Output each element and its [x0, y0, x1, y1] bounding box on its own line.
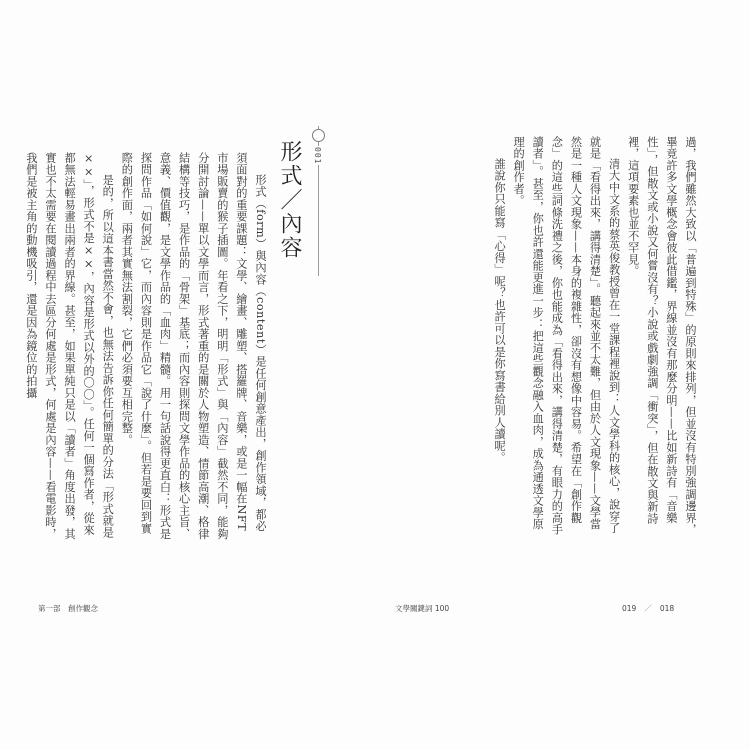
page-separator: ／ — [644, 604, 652, 613]
right-paragraph-2: 清大中文系的蔡英俊教授曾在一堂課程裡說到：人文學科的核心，說穿了就是「看得出來，講得清楚」。聽起來並不太難，但由於人文現象——文學當然是一種人文現象——本身的複雜性，卻沒有想像中容易。希望在「創作觀念」的這些詞條洗禮之後，你也能成為「看得出來，講得清楚，有眼力的高手讀者」。甚至，你也許還能更進一步：把這些觀念融入血肉，成為通透文學原理的創作者。 — [512, 136, 621, 536]
chapter-marker — [300, 126, 340, 276]
page-number-left: 019 — [622, 604, 637, 613]
page-number-right: 018 — [659, 604, 675, 613]
footer-page-numbers — [622, 603, 674, 614]
chapter-number: 001 — [313, 147, 322, 165]
right-paragraph-3: 誰說你只能寫「心得」呢？也許可以是你寫書給別人讀呢。 — [493, 158, 507, 464]
left-paragraph-1: 形式（form）與內容（content）是任何創意產出，創作領域，都必須面對的重要課題：文學、繪畫、雕塑、搭羅牌、音樂，或是一幅在NFT市場販賣的猴子插圖。年看之下，明明「形式」與「內容」截然不同，能夠分開討論——單以文學而言，形式著重的是關於人物塑造、情節高潮、格律結構等技巧，是作品的「骨架」基底；而內容則探問文學作品的核心主旨、意義、價值觀，是文學作品的「血肉」精髓。用一句話說得更直白：形式是探問作品「如何說」它，而內容則是作品它「說了什麼」。但若是要回到實際的創作面，兩者其實無法割裂，它們必須要互相完整。 — [120, 152, 267, 540]
left-page-text — [24, 152, 270, 542]
footer-section-title: 第一部 創作觀念 — [38, 604, 98, 613]
right-page-text — [493, 136, 700, 541]
right-paragraph-1: 過，我們雖然大致以「普遍到特殊」的原則來排列，但並沒有特別強調邊界，畢竟許多文學概念會彼此借鑑，界線並沒有那麼分明——比如新詩有「音樂性」，但散文或小說又何嘗沒有？小說或戲劇強調「衝突」，但在散文與新詩裡，這項要素也並不罕見。 — [626, 136, 697, 536]
chapter-title: 形式／內容 — [277, 140, 302, 260]
chapter-circle-icon — [312, 129, 325, 142]
footer-book-title: 文學關鍵詞 100 — [395, 604, 450, 613]
left-paragraph-2: 是的，所以這本書當然不會，也無法告訴你任何簡單的分法「形式就是××」，形式不是××，內容是形式以外的〇〇」。任何一個寫作者，從來都無法輕易畫出兩者的界線。甚至，如果單純只是以「讀者」角度出發，其實也不太需要在閱讀過程中去區分何處是形式，何處是內容——看電影時，我們是被主角的動機吸引，還是因為鏡位的拍攝 — [24, 152, 115, 540]
